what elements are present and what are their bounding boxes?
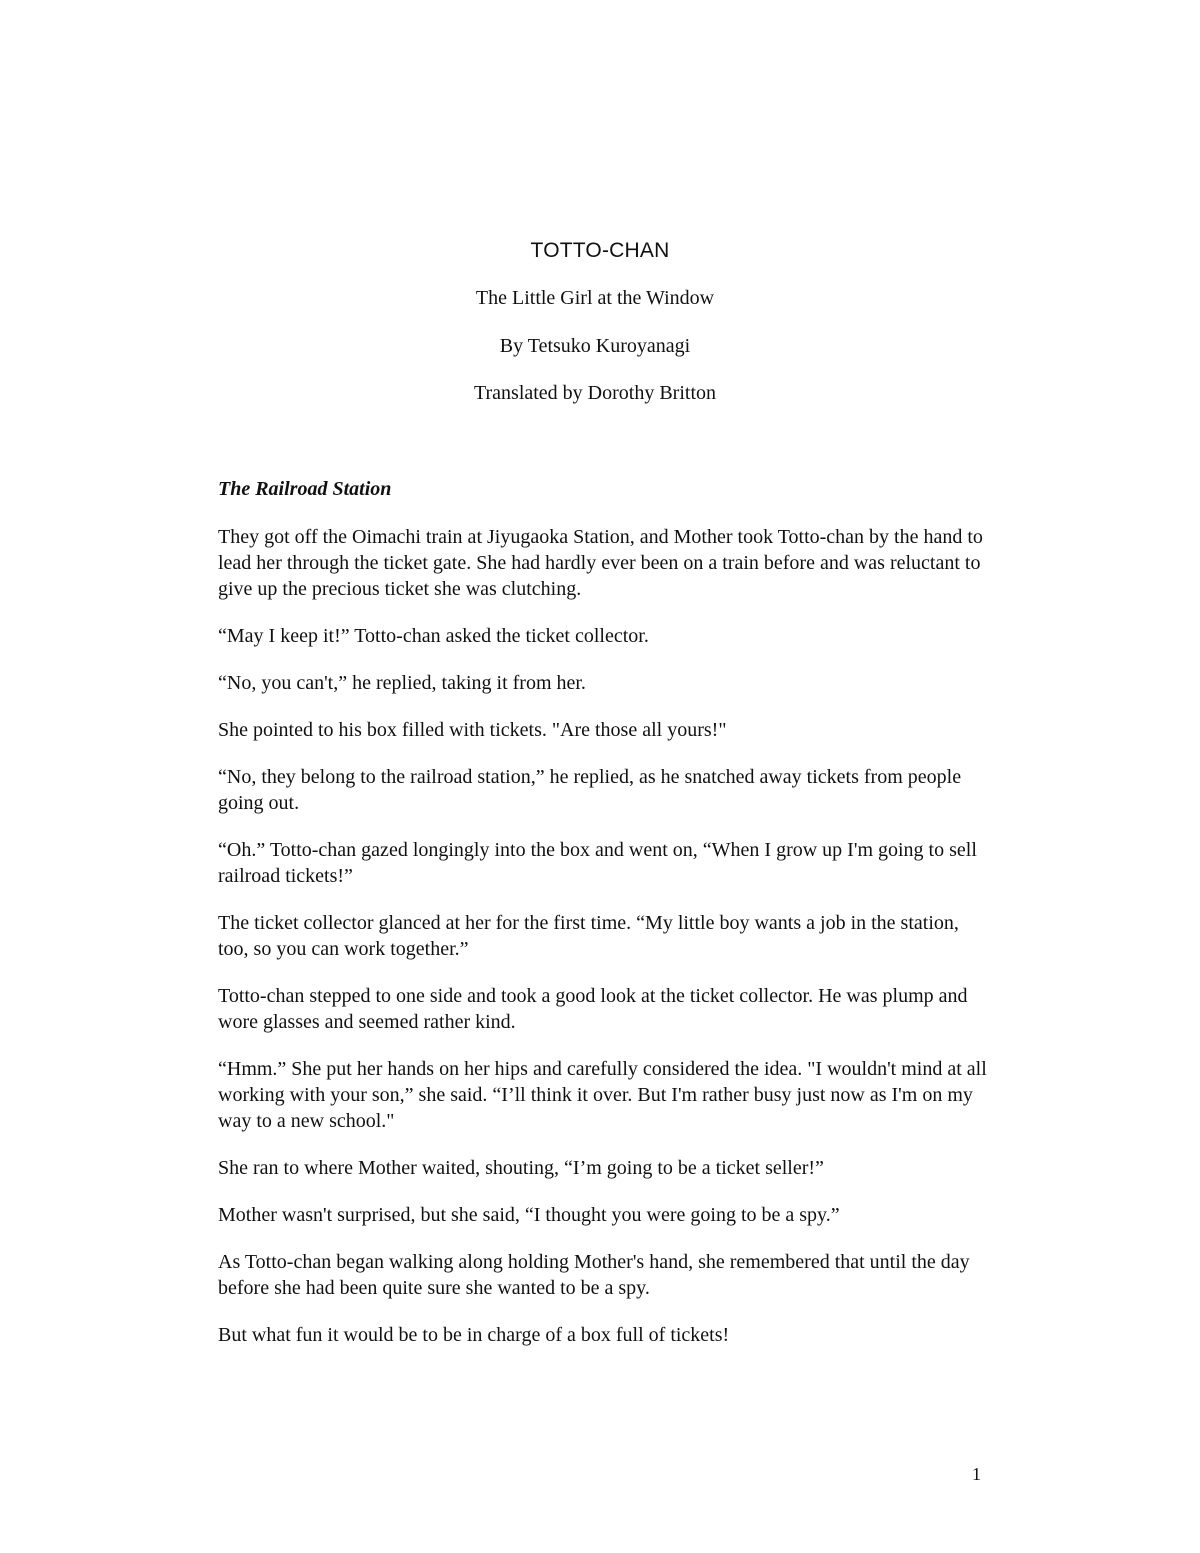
paragraph: “Oh.” Totto-chan gazed longingly into the box and went on, “When I grow up I'm going to sell railroad tickets!” <box>218 839 977 887</box>
book-translator: Translated by Dorothy Britton <box>473 382 717 404</box>
paragraph: She pointed to his box filled with tickets. "Are those all yours!" <box>218 719 727 741</box>
book-author: By Tetsuko Kuroyanagi <box>499 335 691 357</box>
paragraph: They got off the Oimachi train at Jiyugaoka Station, and Mother took Totto-chan by the hand to lead her through the ticket gate. She had hardly ever been on a train before and was reluctant to give up the precious ticket she was clutching. <box>218 526 983 600</box>
paragraph: “May I keep it!” Totto-chan asked the ticket collector. <box>218 625 649 647</box>
body-text <box>218 524 988 1369</box>
paragraph: She ran to where Mother waited, shouting, “I’m going to be a ticket seller!” <box>218 1157 824 1179</box>
book-title: TOTTO-CHAN <box>530 239 670 262</box>
book-subtitle: The Little Girl at the Window <box>475 287 715 309</box>
paragraph: The ticket collector glanced at her for the first time. “My little boy wants a job in the station, too, so you can work together.” <box>218 912 959 960</box>
paragraph: “No, you can't,” he replied, taking it from her. <box>218 672 586 694</box>
paragraph: As Totto-chan began walking along holding Mother's hand, she remembered that until the day before she had been quite sure she wanted to be a spy. <box>218 1251 970 1299</box>
paragraph: But what fun it would be to be in charge of a box full of tickets! <box>218 1324 730 1346</box>
page-number: 1 <box>972 1464 981 1484</box>
paragraph: “No, they belong to the railroad station,” he replied, as he snatched away tickets from people going out. <box>218 766 962 814</box>
paragraph: Totto-chan stepped to one side and took a good look at the ticket collector. He was plump and wore glasses and seemed rather kind. <box>218 985 968 1033</box>
section-heading: The Railroad Station <box>218 478 392 500</box>
paragraph: Mother wasn't surprised, but she said, “I thought you were going to be a spy.” <box>218 1204 840 1226</box>
paragraph: “Hmm.” She put her hands on her hips and carefully considered the idea. "I wouldn't mind at all working with your son,” she said. “I’ll think it over. But I'm rather busy just now as I'm on my way to a new school." <box>218 1058 987 1132</box>
